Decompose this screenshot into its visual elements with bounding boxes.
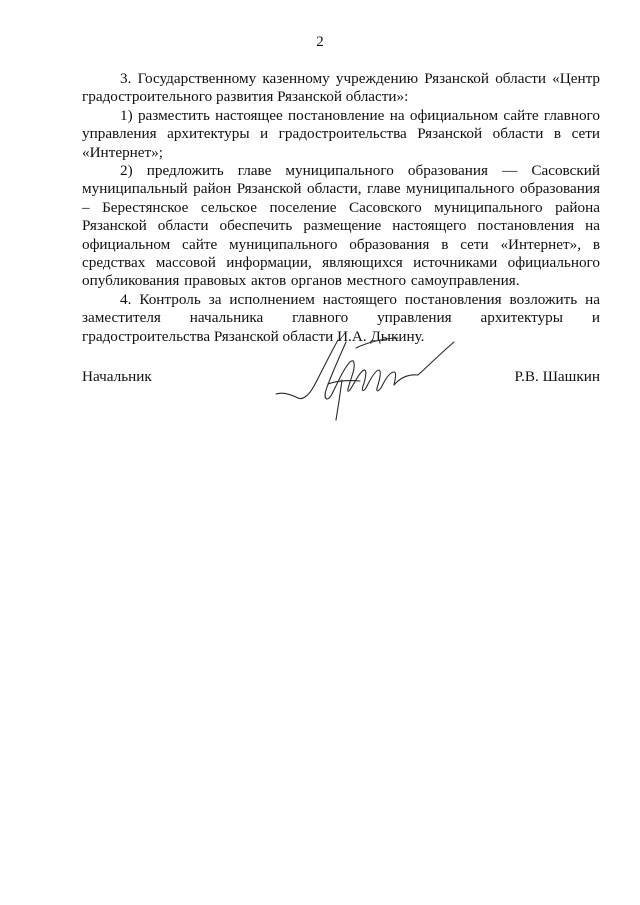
page-number: 2 xyxy=(316,34,324,50)
signatory-title: Начальник xyxy=(82,368,152,385)
paragraph-subitem-2: 2) предложить главе муниципального образования — Сасовский муниципальный район Рязанской области, главе муниципального образования – Берестянское сельское поселение Сасовского муниципального района Рязанской области обеспечить размещение настоящего постановления на официальном сайте муниципального образования в сети «Интернет», в средствах массовой информации, являющихся источниками официального опубликования правовых актов органов местного самоуправления. xyxy=(82,162,600,290)
paragraph-item-4: 4. Контроль за исполнением настоящего постановления возложить на заместителя начальника главного управления архитектуры и градостроительства Рязанской области И.А. Дыкину. xyxy=(82,290,600,345)
paragraph-subitem-1: 1) разместить настоящее постановление на официальном сайте главного управления архитектуры и градостроительства Рязанской области в сети «Интернет»; xyxy=(82,106,600,161)
handwritten-signature-icon xyxy=(268,320,458,425)
paragraph-item-3: 3. Государственному казенному учреждению Рязанской области «Центр градостроительного развития Рязанской области»: xyxy=(82,70,600,106)
signatory-name: Р.В. Шашкин xyxy=(514,368,600,385)
document-body xyxy=(82,70,600,346)
